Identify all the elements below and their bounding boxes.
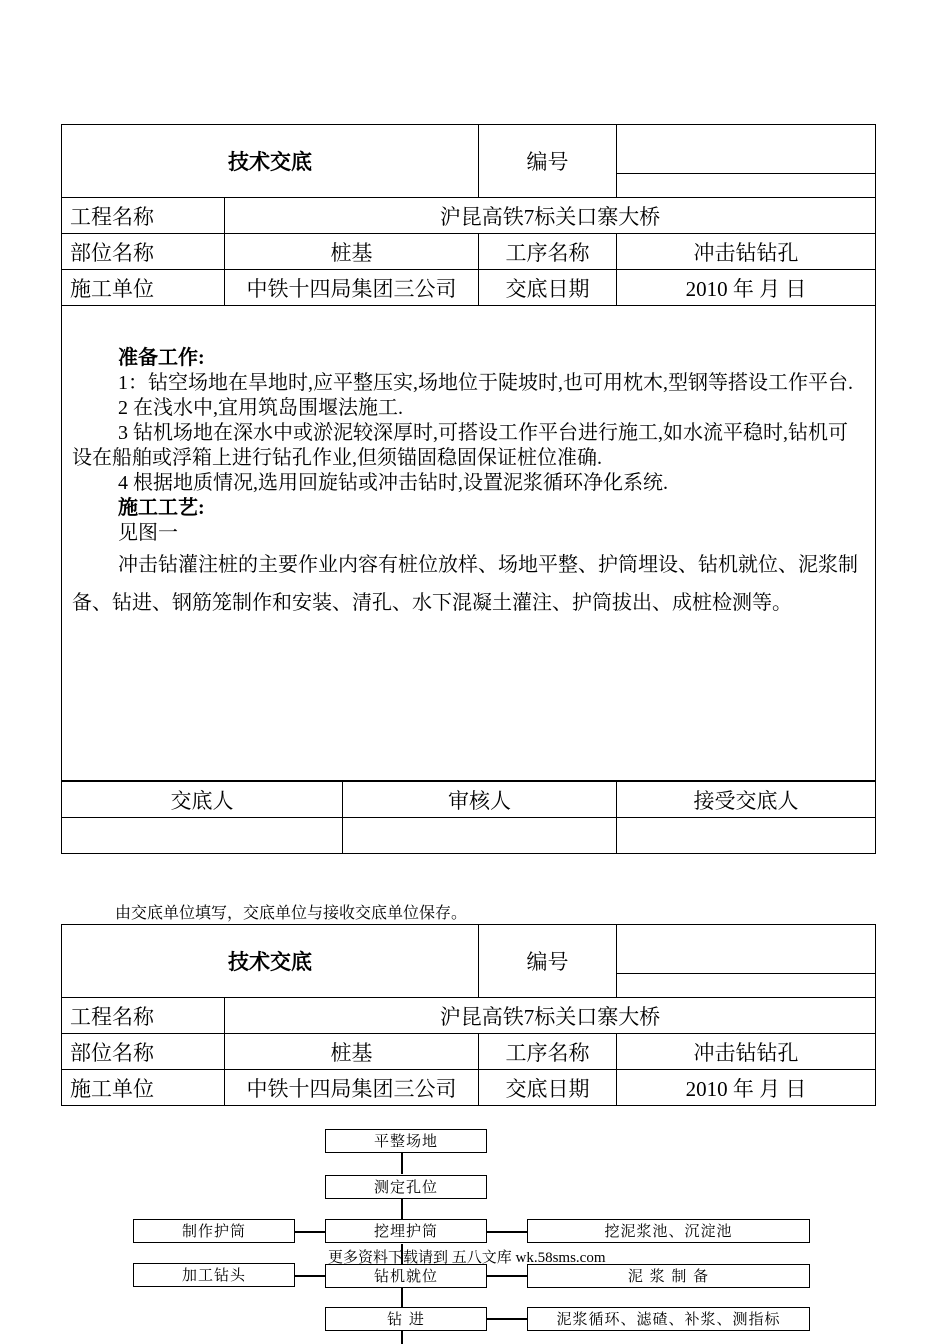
process-value: 冲击钻钻孔: [617, 1034, 876, 1070]
flow-step-bury-casing: 挖埋护筒: [325, 1219, 487, 1243]
project-label: 工程名称: [62, 998, 225, 1034]
prep-heading: 准备工作:: [118, 347, 205, 369]
connector-line: [487, 1275, 527, 1277]
connector-line: [401, 1198, 403, 1220]
part-label: 部位名称: [62, 234, 225, 270]
unit-value: 中铁十四局集团三公司: [225, 1070, 479, 1106]
prep-item-3: 3 钻机场地在深水中或淤泥较深厚时,可搭设工作平台进行施工,如水流平稳时,钻机可设在船舶或浮箱上进行钻孔作业,但须锚固稳固保证桩位准确.: [72, 422, 848, 469]
date-label: 交底日期: [479, 270, 617, 306]
flow-make-drill-bit: 加工钻头: [133, 1263, 295, 1287]
flow-step-locate-hole: 测定孔位: [325, 1175, 487, 1199]
number-label: 编号: [479, 125, 617, 198]
project-value: 沪昆高铁7标关口寨大桥: [225, 198, 876, 234]
form-title: 技术交底: [62, 125, 479, 198]
date-value: 2010 年 月 日: [617, 270, 876, 306]
watermark-text: 更多资料下载请到 五八文库 wk.58sms.com: [328, 1250, 606, 1266]
unit-label: 施工单位: [62, 1070, 225, 1106]
flow-step-rig-position: 钻机就位: [325, 1264, 487, 1288]
project-label: 工程名称: [62, 198, 225, 234]
form-note: 由交底单位填写，交底单位与接收交底单位保存。: [115, 905, 468, 922]
date-label: 交底日期: [479, 1070, 617, 1106]
part-label: 部位名称: [62, 1034, 225, 1070]
prep-item-4: 4 根据地质情况,选用回旋钻或冲击钻时,设置泥浆循环净化系统.: [118, 472, 668, 494]
project-value: 沪昆高铁7标关口寨大桥: [225, 998, 876, 1034]
main-paragraph: 冲击钻灌注桩的主要作业内容有桩位放样、场地平整、护筒埋设、钻机就位、泥浆制备、钻进、钢筋笼制作和安装、清孔、水下混凝土灌注、护筒拔出、成桩检测等。: [72, 554, 858, 614]
part-value: 桩基: [225, 234, 479, 270]
process-value: 冲击钻钻孔: [617, 234, 876, 270]
unit-value: 中铁十四局集团三公司: [225, 270, 479, 306]
prep-item-2: 2 在浅水中,宜用筑岛围堰法施工.: [118, 397, 403, 419]
number-label: 编号: [479, 925, 617, 998]
form-title: 技术交底: [62, 925, 479, 998]
craft-heading: 施工工艺:: [118, 497, 205, 519]
part-value: 桩基: [225, 1034, 479, 1070]
flow-make-casing: 制作护筒: [133, 1219, 295, 1243]
flow-step-level-site: 平整场地: [325, 1129, 487, 1153]
connector-line: [401, 1331, 403, 1344]
process-label: 工序名称: [479, 234, 617, 270]
flow-step-drilling: 钻 进: [325, 1307, 487, 1331]
date-value: 2010 年 月 日: [617, 1070, 876, 1106]
giver-label: 交底人: [62, 782, 343, 818]
connector-line: [487, 1231, 527, 1233]
process-label: 工序名称: [479, 1034, 617, 1070]
flow-dig-mud-pit: 挖泥浆池、沉淀池: [527, 1219, 810, 1243]
connector-line: [295, 1231, 325, 1233]
unit-label: 施工单位: [62, 270, 225, 306]
receiver-label: 接受交底人: [617, 782, 876, 818]
see-figure: 见图一: [118, 522, 178, 544]
prep-item-1: 1：钻空场地在旱地时,应平整压实,场地位于陡坡时,也可用枕木,型钢等搭设工作平台.: [118, 372, 853, 394]
connector-line: [487, 1318, 527, 1320]
connector-line: [295, 1275, 325, 1277]
flow-mud-circulation: 泥浆循环、滤碴、补浆、测指标: [527, 1307, 810, 1331]
connector-line: [401, 1288, 403, 1307]
connector-line: [401, 1152, 403, 1174]
reviewer-label: 审核人: [343, 782, 617, 818]
flow-mud-preparation: 泥 浆 制 备: [527, 1264, 810, 1288]
